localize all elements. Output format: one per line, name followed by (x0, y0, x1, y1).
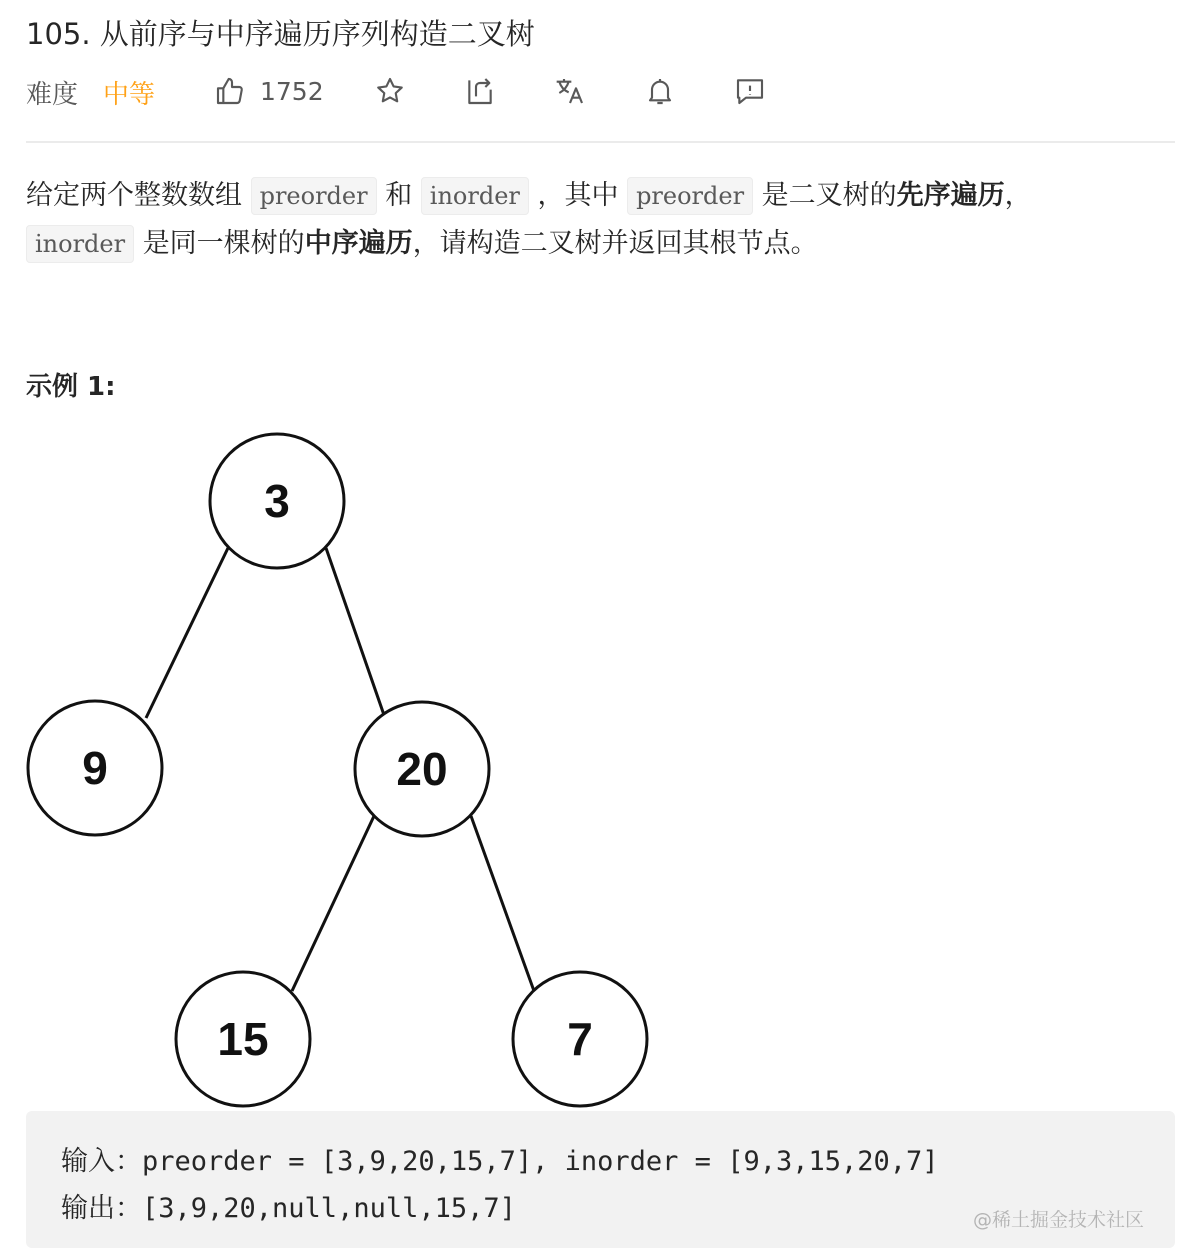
tree-edge (471, 816, 534, 991)
tree-edge (146, 548, 228, 718)
input-label: 输入： (61, 1146, 142, 1177)
tree-edge (326, 548, 384, 715)
desc-text: ，其中 (537, 180, 619, 211)
watermark: @稀土掘金技术社区 (972, 1209, 1144, 1231)
difficulty-badge: 中等 (103, 80, 156, 110)
tree-edge (292, 816, 374, 991)
like-button[interactable] (214, 70, 324, 112)
desc-text: 给定两个整数数组 (26, 180, 242, 211)
bold-preorder-term: 先序遍历 (896, 180, 1005, 211)
output-value: [3,9,20,null,null,15,7] (142, 1193, 516, 1224)
share-button[interactable] (464, 70, 496, 112)
desc-text: 是同一棵树的 (142, 228, 305, 259)
bell-icon (644, 75, 676, 107)
example-output-line (61, 1186, 516, 1225)
star-icon (374, 75, 406, 107)
tree-node-label: 20 (396, 743, 448, 795)
subscribe-button[interactable] (644, 70, 676, 112)
input-value: preorder = [3,9,20,15,7], inorder = [9,3,15,20,7] (142, 1146, 939, 1177)
problem-title: 105. 从前序与中序遍历序列构造二叉树 (26, 17, 535, 51)
example-code-block (26, 1111, 1175, 1248)
tree-node-label: 7 (567, 1013, 593, 1065)
header-divider (26, 141, 1175, 143)
problem-meta-bar (26, 70, 1176, 114)
desc-text: ，请构造二叉树并返回其根节点。 (412, 228, 818, 259)
output-label: 输出： (61, 1193, 142, 1224)
example-title: 示例 1: (26, 372, 116, 402)
example-input-line (61, 1139, 939, 1178)
code-preorder: preorder (627, 177, 753, 215)
tree-node-label: 3 (264, 475, 290, 527)
code-preorder: preorder (251, 177, 377, 215)
tree-node-label: 15 (217, 1013, 269, 1065)
favorite-button[interactable] (374, 70, 406, 112)
desc-text: ， (1004, 180, 1032, 211)
translate-icon (554, 75, 586, 107)
translate-button[interactable] (554, 70, 586, 112)
problem-description (26, 172, 1175, 268)
difficulty-label: 难度 (26, 80, 79, 110)
share-icon (464, 75, 496, 107)
binary-tree-diagram (26, 428, 656, 1112)
feedback-button[interactable] (734, 70, 766, 112)
desc-text: 是二叉树的 (761, 180, 897, 211)
desc-text: 和 (385, 180, 413, 211)
thumbs-up-icon (214, 75, 246, 107)
like-count: 1752 (260, 76, 324, 106)
bold-inorder-term: 中序遍历 (304, 228, 413, 259)
code-inorder: inorder (26, 225, 134, 263)
feedback-icon (734, 75, 766, 107)
tree-node-label: 9 (82, 742, 108, 794)
code-inorder: inorder (421, 177, 529, 215)
